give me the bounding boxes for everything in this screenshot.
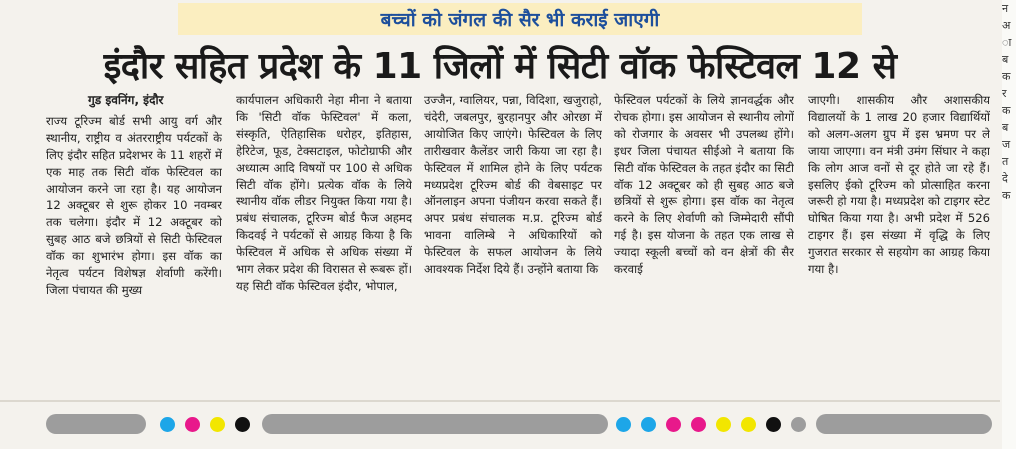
article-column-3 — [424, 92, 602, 402]
register-dot-magenta-2 — [666, 417, 681, 432]
register-bar-1 — [46, 414, 146, 434]
register-dot-cyan-2 — [616, 417, 631, 432]
article-column-5 — [808, 92, 990, 402]
column-text-3: उज्जैन, ग्वालियर, पन्ना, विदिशा, खजुराहो, चंदेरी, जबलपुर, बुरहानपुर और ओरछा में आयोजित किए जाएंगे। फेस्टिवल के लिए तारीखवार कैलेंडर जारी किया जा रहा है। फेस्टिवल में शामिल होने के लिए पर्यटक मध्यप्रदेश टूरिज्म बोर्ड की वेबसाइट पर ऑनलाइन अपना पंजीयन करवा सकते हैं। अपर प्रबंध संचालक म.प्र. टूरिज्म बोर्ड भावना वालिम्बे ने अधिकारियों को फेस्टिवल के सफल आयोजन के लिये आवश्यक निर्देश दिये हैं। उन्होंने बताया कि — [424, 93, 602, 277]
column-text-2: कार्यपालन अधिकारी नेहा मीना ने बताया कि 'सिटी वॉक फेस्टिवल' में कला, संस्कृति, ऐतिहासिक धरोहर, इतिहास, हेरिटेज, फूड, टेक्सटाइल, फोटोग्राफी और अध्यात्म आदि विषयों पर 100 से अधिक सिटी वॉक होंगे। प्रत्येक वॉक के लिये स्थानीय वॉक लीडर नियुक्त किया गया है। प्रबंध संचालक, टूरिज्म बोर्ड फैज अहमद किदवई ने पर्यटकों से आग्रह किया है कि फेस्टिवल में अधिक से अधिक संख्या में भाग लेकर प्रदेश की विरासत से रूबरू हों। यह सिटी वॉक फेस्टिवल इंदौर, भोपाल, — [236, 93, 412, 293]
register-dot-yellow-3 — [741, 417, 756, 432]
dateline: गुड इवनिंग, इंदौर — [88, 93, 164, 107]
register-bar-2 — [262, 414, 608, 434]
column-text-4: फेस्टिवल पर्यटकों के लिये ज्ञानवर्द्धक और रोचक होगा। इस आयोजन से स्थानीय लोगों को रोजगार के अवसर भी उपलब्ध होंगे। इधर जिला पंचायत सीईओ ने बताया कि सिटी वॉक फेस्टिवल के तहत इंदौर का सिटी वॉक 12 अक्टूबर को ही सुबह आठ बजे छत्रियों से शुरू होगा। इस वॉक का नेतृत्व करने के लिए शेर्वाणी को जिम्मेदारी सौंपी गई है। इस योजना के तहत एक लाख से ज्यादा स्कूली बच्चों को वन क्षेत्रों की सैर करवाई — [614, 93, 794, 277]
kicker-banner — [178, 3, 862, 35]
register-dot-cyan-1 — [160, 417, 175, 432]
register-dot-yellow-1 — [210, 417, 225, 432]
register-dot-black-1 — [235, 417, 250, 432]
adjacent-page-edge — [1002, 0, 1016, 449]
edge-text: न अ ा ब क र क ब ज त दे क — [1002, 2, 1012, 202]
article-column-1 — [46, 92, 222, 402]
column-text-5: जाएगी। शासकीय और अशासकीय विद्यालयों के 1 लाख 20 हजार विद्यार्थियों को अलग-अलग ग्रुप में इस भ्रमण पर ले जाया जाएगा। वन मंत्री उमंग सिंघार ने कहा कि लोग आज वनों से दूर होते जा रहे हैं। इसलिए ईको टूरिज्म को प्रोत्साहित करना जरूरी हो गया है। मध्यप्रदेश को टाइगर स्टेट घोषित किया गया है। अभी प्रदेश में 526 टाइगर हैं। इस संख्या में वृद्धि के लिए गुजरात सरकार से सहयोग का आग्रह किया गया है। — [808, 93, 990, 277]
register-bar-3 — [816, 414, 992, 434]
register-dot-magenta-3 — [691, 417, 706, 432]
register-dot-cyan-3 — [641, 417, 656, 432]
headline: इंदौर सहित प्रदेश के 11 जिलों में सिटी वॉक फेस्टिवल 12 से — [103, 46, 897, 87]
column-text-1: राज्य टूरिज्म बोर्ड सभी आयु वर्ग और स्थानीय, राष्ट्रीय व अंतरराष्ट्रीय पर्यटकों के लिए इंदौर सहित प्रदेशभर के 11 शहरों में एक माह तक सिटी वॉक फेस्टिवल का आयोजन करने जा रहा है। यह आयोजन 12 अक्टूबर से शुरू होकर 10 नवम्बर तक चलेगा। इंदौर में 12 अक्टूबर को सुबह आठ बजे छत्रियों से सिटी फेस्टिवल वॉक का शुभारंभ होगा। इस वॉक का नेतृत्व पर्यटन विशेषज्ञ शेर्वाणी करेंगी। जिला पंचायत की मुख्य — [46, 113, 222, 297]
register-dot-black-2 — [766, 417, 781, 432]
article-column-4 — [614, 92, 794, 402]
kicker-text: बच्चों को जंगल की सैर भी कराई जाएगी — [380, 9, 660, 31]
register-dot-magenta-1 — [185, 417, 200, 432]
register-dot-gray — [791, 417, 806, 432]
article-column-2 — [236, 92, 412, 402]
register-dot-yellow-2 — [716, 417, 731, 432]
bottom-rule — [0, 400, 1000, 402]
